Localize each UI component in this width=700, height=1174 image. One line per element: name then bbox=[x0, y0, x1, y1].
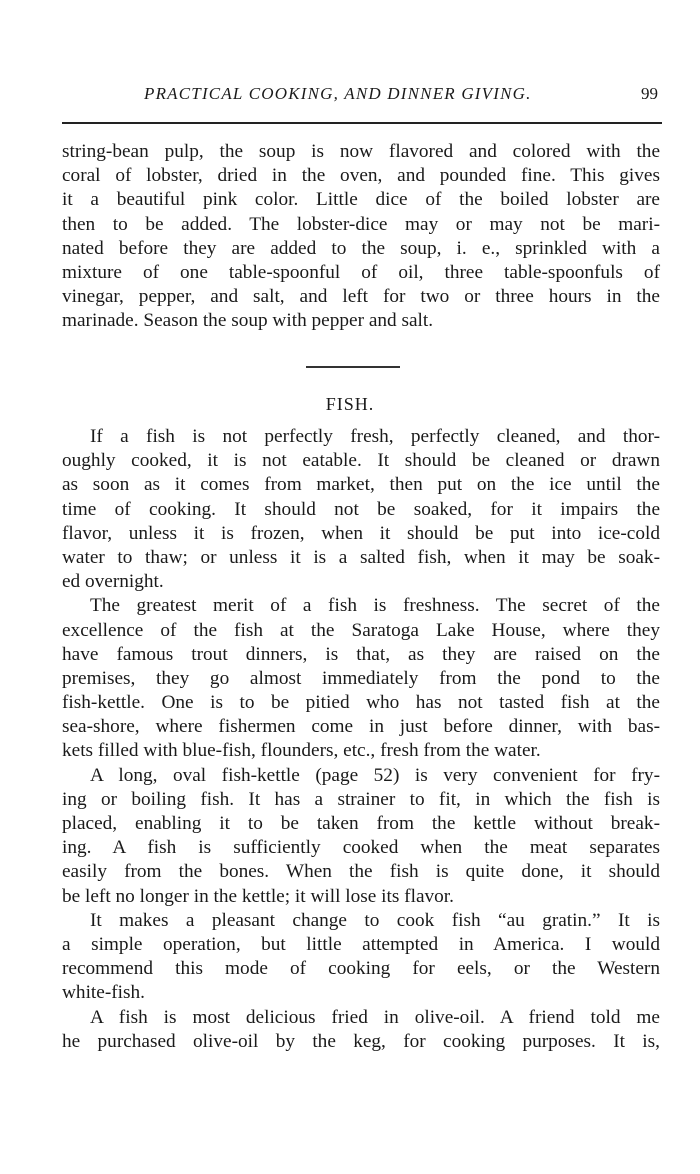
text-line: a simple operation, but little attempted in America. I would bbox=[62, 933, 660, 955]
text-line: vinegar, pepper, and salt, and left for two or three hours in the bbox=[62, 286, 660, 308]
text-line: fish-kettle. One is to be pitied who has not tasted fish at the bbox=[62, 692, 660, 714]
text-line: ing or boiling fish. It has a strainer to fit, in which the fish is bbox=[62, 788, 660, 810]
text-line: have famous trout dinners, is that, as they are raised on the bbox=[62, 643, 660, 665]
text-line: If a fish is not perfectly fresh, perfectly cleaned, and thor- bbox=[90, 426, 660, 447]
section-separator bbox=[306, 366, 400, 368]
text-line: The greatest merit of a fish is freshness. The secret of the bbox=[90, 595, 660, 617]
text-line: A fish is most delicious fried in olive-oil. A friend told me bbox=[90, 1006, 660, 1028]
text-line: it a beautiful pink color. Little dice of the boiled lobster are bbox=[62, 189, 660, 211]
text-line: water to thaw; or unless it is a salted fish, when it may be soak- bbox=[62, 546, 660, 568]
text-line: It makes a pleasant change to cook fish “au gratin.” It is bbox=[90, 909, 660, 931]
header-rule bbox=[62, 122, 662, 124]
text-line: ing. A fish is sufficiently cooked when the meat separates bbox=[62, 837, 660, 859]
text-line: kets filled with blue-fish, flounders, etc., fresh from the water. bbox=[62, 740, 541, 762]
text-line: premises, they go almost immediately from the pond to the bbox=[62, 667, 660, 689]
text-line: flavor, unless it is frozen, when it should be put into ice-cold bbox=[62, 522, 660, 544]
text-line: ed overnight. bbox=[62, 571, 164, 593]
text-line: as soon as it comes from market, then put on the ice until the bbox=[62, 474, 660, 496]
running-title: PRACTICAL COOKING, AND DINNER GIVING. bbox=[144, 84, 532, 103]
page-number: 99 bbox=[641, 84, 658, 103]
text-line: marinade. Season the soup with pepper and salt. bbox=[62, 310, 434, 332]
text-line: A long, oval fish-kettle (page 52) is very convenient for fry- bbox=[90, 764, 660, 786]
text-line: easily from the bones. When the fish is quite done, it should bbox=[62, 861, 660, 883]
text-line: he purchased olive-oil by the keg, for cooking purposes. It is, bbox=[62, 1030, 660, 1052]
text-line: oughly cooked, it is not eatable. It should be cleaned or drawn bbox=[62, 450, 660, 472]
text-line: be left no longer in the kettle; it will lose its flavor. bbox=[62, 885, 454, 907]
text-line: placed, enabling it to be taken from the kettle without break- bbox=[62, 813, 660, 834]
running-header bbox=[62, 84, 660, 108]
text-line: recommend this mode of cooking for eels, or the Western bbox=[62, 958, 660, 980]
text-line: string-bean pulp, the soup is now flavored and colored with the bbox=[62, 141, 660, 162]
text-line: coral of lobster, dried in the oven, and pounded fine. This gives bbox=[62, 165, 660, 187]
text-line: time of cooking. It should not be soaked, for it impairs the bbox=[62, 498, 660, 520]
text-line: white-fish. bbox=[62, 982, 145, 1004]
text-line: nated before they are added to the soup, i. e., sprinkled with a bbox=[62, 237, 660, 259]
text-line: excellence of the fish at the Saratoga Lake House, where they bbox=[62, 619, 660, 641]
text-line: sea-shore, where fishermen come in just before dinner, with bas- bbox=[62, 716, 660, 738]
continuation-paragraph bbox=[62, 140, 660, 334]
section-title: FISH. bbox=[325, 394, 375, 414]
text-line: then to be added. The lobster-dice may or may not be mari- bbox=[62, 213, 660, 235]
fish-section-body bbox=[62, 425, 660, 1054]
text-line: mixture of one table-spoonful of oil, three table-spoonfuls of bbox=[62, 261, 660, 283]
